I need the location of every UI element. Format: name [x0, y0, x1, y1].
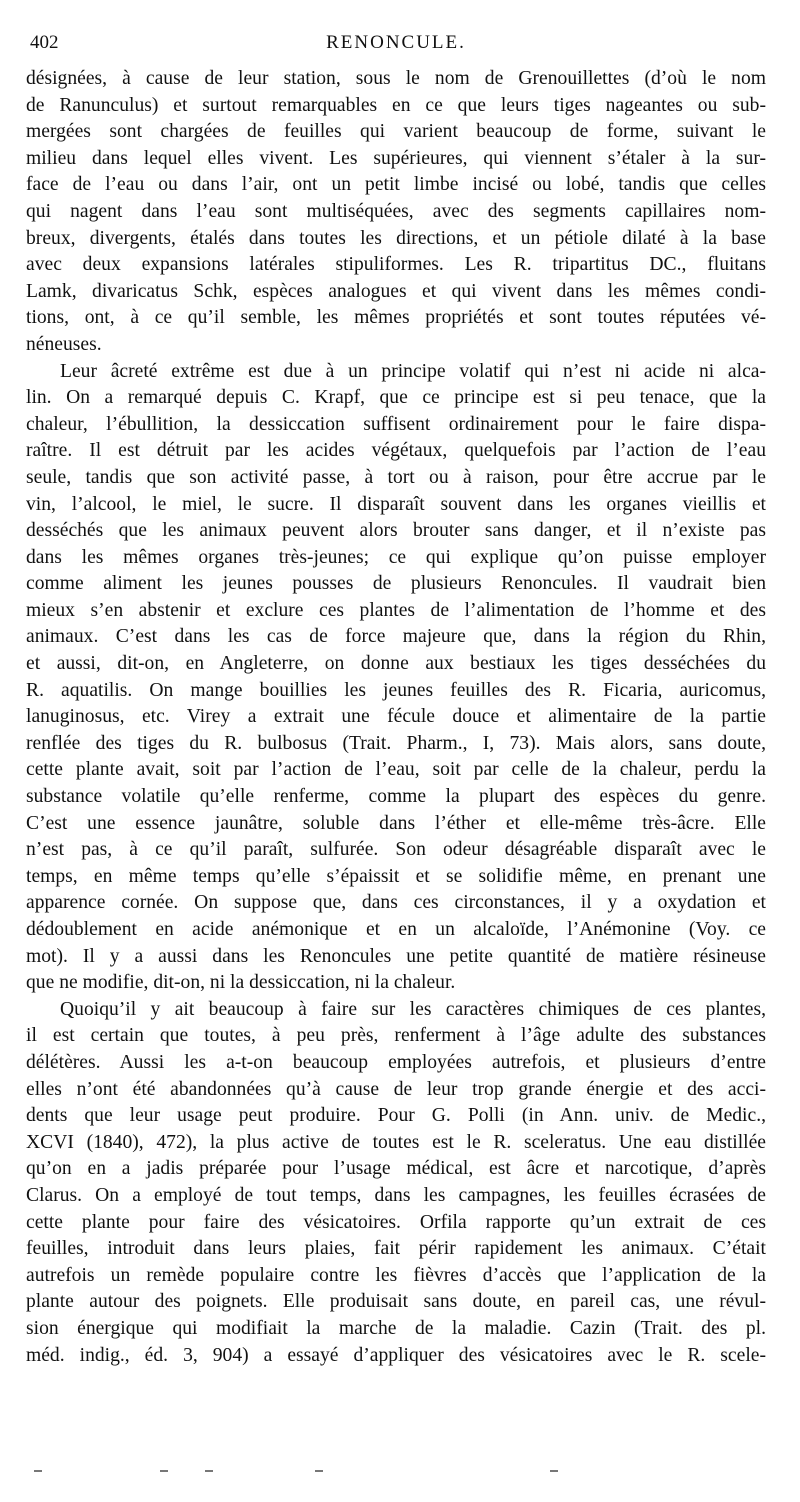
text-line: désignées, à cause de leur station, sous le nom de Grenouillettes (d’où le nom — [26, 68, 766, 89]
text-line: renflée des tiges du R. bulbosus (Trait. Pharm., I, 73). Mais alors, sans doute, — [26, 732, 766, 754]
book-page — [26, 24, 766, 1396]
text-line: seule, tandis que son activité passe, à tort ou à raison, pour être accrue par le — [26, 466, 766, 488]
running-title: RENONCULE. — [326, 32, 466, 53]
text-line: C’est une essence jaunâtre, soluble dans l’éther et elle-même très-âcre. Elle — [26, 812, 766, 834]
text-line: face de l’eau ou dans l’air, ont un petit limbe incisé ou lobé, tandis que celles — [26, 174, 766, 196]
page-number: 402 — [30, 32, 59, 53]
text-line — [26, 1369, 766, 1396]
page-header — [26, 24, 766, 58]
text-line: qui nagent dans l’eau sont multiséquées, avec des segments capillaires nom- — [26, 200, 766, 222]
text-line: dans les mêmes organes très-jeunes; ce qui explique qu’on puisse employer — [26, 546, 766, 568]
text-line: mergées sont chargées de feuilles qui varient beaucoup de forme, suivant le — [26, 121, 766, 143]
text-line: cette plante pour faire des vésicatoires. Orfila rapporte qu’un extrait de ces — [26, 1211, 766, 1233]
text-line: de Ranunculus) et surtout remarquables en ce que leurs tiges nageantes ou sub- — [26, 94, 766, 116]
text-line: Quoiqu’il y ait beaucoup à faire sur les caractères chimiques de ces plantes, — [60, 998, 766, 1020]
text-line: comme aliment les jeunes pousses de plusieurs Renoncules. Il vaudrait bien — [26, 573, 766, 595]
text-line: Leur âcreté extrême est due à un principe volatif qui n’est ni acide ni alca- — [60, 360, 766, 382]
text-line: il est certain que toutes, à peu près, renferment à l’âge adulte des substances — [26, 1025, 766, 1047]
text-line: néneuses. — [26, 333, 102, 355]
text-line: n’est pas, à ce qu’il paraît, sulfurée. Son odeur désagréable disparaît avec le — [26, 839, 766, 861]
text-line: tions, ont, à ce qu’il semble, les mêmes propriétés et sont toutes réputées vé- — [26, 307, 766, 329]
print-mark — [550, 1470, 558, 1472]
text-line: apparence cornée. On suppose que, dans ces circonstances, il y a oxydation et — [26, 892, 766, 914]
text-line: XCVI (1840), 472), la plus active de toutes est le R. sceleratus. Une eau distillée — [26, 1131, 766, 1153]
text-line: raître. Il est détruit par les acides végétaux, quelquefois par l’action de l’eau — [26, 440, 766, 462]
text-line: Lamk, divaricatus Schk, espèces analogues et qui vivent dans les mêmes condi- — [26, 280, 766, 302]
text-line: temps, en même temps qu’elle s’épaissit et se solidifie même, en prenant une — [26, 865, 766, 887]
print-mark — [160, 1470, 168, 1472]
text-line: animaux. C’est dans les cas de force majeure que, dans la région du Rhin, — [26, 626, 766, 648]
text-line: mieux s’en abstenir et exclure ces plantes de l’alimentation de l’homme et des — [26, 599, 766, 621]
print-marks — [30, 1466, 770, 1478]
text-line: méd. indig., éd. 3, 904) a essayé d’appliquer des vésicatoires avec le R. scele- — [26, 1344, 766, 1366]
body-text — [26, 66, 766, 1396]
print-mark — [315, 1470, 323, 1472]
text-line: milieu dans lequel elles vivent. Les supérieures, qui viennent s’étaler à la sur- — [26, 147, 766, 169]
text-line: et aussi, dit-on, en Angleterre, on donne aux bestiaux les tiges desséchées du — [26, 653, 766, 675]
text-line: cette plante avait, soit par l’action de l’eau, soit par celle de la chaleur, perdu la — [26, 759, 766, 781]
text-line: mot). Il y a aussi dans les Renoncules une petite quantité de matière résineuse — [26, 945, 766, 967]
text-line: avec deux expansions latérales stipuliformes. Les R. tripartitus DC., fluitans — [26, 254, 766, 276]
text-line: dédoublement en acide anémonique et en un alcaloïde, l’Anémonine (Voy. ce — [26, 919, 766, 940]
text-line: vin, l’alcool, le miel, le sucre. Il disparaît souvent dans les organes vieillis et — [26, 493, 766, 515]
print-mark — [205, 1470, 213, 1472]
text-line: chaleur, l’ébullition, la dessiccation suffisent ordinairement pour le faire dispa- — [26, 413, 766, 435]
text-line: autrefois un remède populaire contre les fièvres d’accès que l’application de la — [26, 1264, 766, 1286]
text-line: plante autour des poignets. Elle produisait sans doute, en pareil cas, une révul- — [26, 1291, 766, 1313]
text-line: feuilles, introduit dans leurs plaies, fait périr rapidement les animaux. C’était — [26, 1238, 766, 1260]
text-line: que ne modifie, dit-on, ni la dessiccation, ni la chaleur. — [26, 972, 456, 994]
text-line: lanuginosus, etc. Virey a extrait une fécule douce et alimentaire de la partie — [26, 706, 766, 728]
text-line: dents que leur usage peut produire. Pour G. Polli (in Ann. univ. de Medic., — [26, 1105, 766, 1127]
text-line: Clarus. On a employé de tout temps, dans les campagnes, les feuilles écrasées de — [26, 1184, 766, 1206]
text-line: lin. On a remarqué depuis C. Krapf, que ce principe est si peu tenace, que la — [26, 387, 766, 409]
text-line: délétères. Aussi les a-t-on beaucoup employées autrefois, et plusieurs d’entre — [26, 1051, 766, 1073]
text-line: substance volatile qu’elle renferme, comme la plupart des espèces du genre. — [26, 786, 766, 808]
print-mark — [34, 1470, 42, 1472]
text-line: breux, divergents, étalés dans toutes les directions, et un pétiole dilaté à la base — [26, 227, 766, 249]
text-line: desséchés que les animaux peuvent alors brouter sans danger, et il n’existe pas — [26, 520, 766, 542]
text-line: elles n’ont été abandonnées qu’à cause de leur trop grande énergie et des acci- — [26, 1078, 766, 1100]
text-line: sion énergique qui modifiait la marche de la maladie. Cazin (Trait. des pl. — [26, 1317, 766, 1339]
text-line: qu’on en a jadis préparée pour l’usage médical, est âcre et narcotique, d’après — [26, 1158, 766, 1180]
text-line: R. aquatilis. On mange bouillies les jeunes feuilles des R. Ficaria, auricomus, — [26, 679, 766, 701]
